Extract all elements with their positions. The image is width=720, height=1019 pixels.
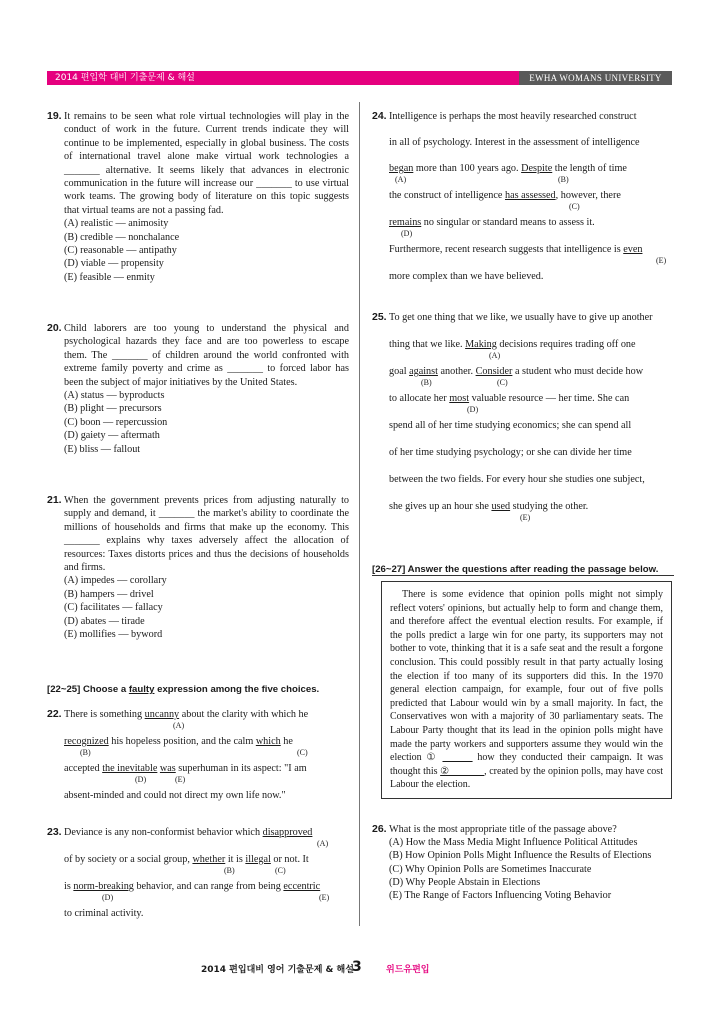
section-heading-26-27: [26~27] Answer the questions after reading the passage below. (372, 564, 659, 575)
question-22 (47, 708, 349, 802)
question-line (64, 708, 349, 735)
question-text: What is the most appropriate title of the passage above? (389, 824, 617, 835)
choice-marker-e: (E) (319, 893, 330, 902)
underlined-choice-c: has assessed (504, 190, 556, 201)
underlined-choice-a: Making (465, 339, 497, 350)
question-line (64, 735, 349, 762)
text-segment: she gives up an hour she (389, 501, 492, 512)
option-b[interactable]: (B) credible ― nonchalance (64, 231, 180, 243)
page-header (47, 71, 672, 85)
choice-marker-d: (D) (135, 775, 147, 784)
question-line (389, 243, 674, 270)
option-b[interactable]: (B) How Opinion Polls Might Influence the Results of Elections (389, 850, 652, 862)
question-19 (47, 110, 349, 284)
text-segment: behavior, and can range from being (133, 881, 284, 892)
choice-marker-a: (A) (395, 175, 407, 184)
text-segment: accepted (64, 763, 103, 774)
underlined-choice-c: illegal (245, 854, 271, 865)
underlined-choice-a: disapproved (262, 827, 313, 838)
choice-marker-e: (E) (520, 513, 531, 522)
text-segment: There is something (64, 709, 145, 720)
question-number: 22. (47, 708, 62, 720)
option-a[interactable]: (A) realistic ― animosity (64, 218, 169, 230)
option-d[interactable]: (D) abates ― tirade (64, 615, 145, 627)
underlined-choice-b: recognized (64, 736, 109, 747)
question-line (389, 216, 674, 243)
underlined-choice-c: which (255, 736, 281, 747)
question-line (64, 826, 349, 853)
text-segment: no singular or standard means to assess it. (421, 217, 595, 228)
choice-marker-b: (B) (80, 748, 91, 757)
question-number: 21. (47, 494, 62, 506)
question-line: Intelligence is perhaps the most heavily researched construct (389, 111, 637, 122)
question-21 (47, 494, 349, 641)
question-line: more complex than we have believed. (389, 271, 544, 282)
page-number: 3 (352, 959, 362, 975)
choice-marker-d: (D) (467, 405, 479, 414)
option-a[interactable]: (A) status ― byproducts (64, 390, 165, 402)
choice-marker-b: (B) (558, 175, 569, 184)
column-divider (359, 102, 360, 926)
choice-marker-c: (C) (497, 378, 508, 387)
question-line: to criminal activity. (64, 908, 144, 919)
text-segment: a student who must decide how (512, 366, 644, 377)
underlined-choice-a: began (389, 163, 414, 174)
question-line (389, 162, 674, 189)
header-book-title: 2014 편입학 대비 기출문제 & 해설 (47, 71, 519, 85)
passage-text: There is some evidence that opinion polls might not simply reflect voters' opinions, but actually help to form and change them, and therefore affect the eventual election results. For example, if the polls predict a large win for one party, its supporters may not bother to vote, thinking that it is a safe seat and the result a forgone conclusion. This could possibly result in that party actually losing the election if too many of its supporters did this. In the 1970 general election campaign, for example, four out of five polls predicted that Labour would win by a small majority. In fact, the Conservatives won with a majority of 30 parliamentary seats. The Labour Party thought that its lead in the opinion polls might have made the party workers and supporters assume they would win the election ① (390, 589, 663, 764)
option-d[interactable]: (D) gaiety ― aftermath (64, 430, 160, 442)
choice-marker-d: (D) (102, 893, 114, 902)
question-number: 26. (372, 823, 387, 835)
question-20 (47, 322, 349, 456)
footer-publisher: 위드유편입 (386, 965, 430, 975)
text-segment: Deviance is any non-conformist behavior which (64, 827, 263, 838)
question-line: of her time studying psychology; or she can divide her time (389, 447, 632, 458)
underlined-choice-b: whether (192, 854, 226, 865)
question-line (64, 853, 349, 880)
underlined-choice-e: eccentric (283, 881, 321, 892)
text-segment: decisions requires trading off one (496, 339, 636, 350)
text-segment: more than 100 years ago. (413, 163, 522, 174)
reading-passage (381, 581, 672, 799)
choice-marker-b: (B) (421, 378, 432, 387)
text-segment: studying the other. (510, 501, 589, 512)
text-segment: another. (437, 366, 476, 377)
underlined-choice-b: Despite (521, 163, 553, 174)
underlined-choice-a: uncanny (144, 709, 180, 720)
choice-marker-a: (A) (489, 351, 501, 360)
option-d[interactable]: (D) Why People Abstain in Elections (389, 876, 541, 888)
text-segment: is (64, 881, 74, 892)
text-segment: of by society or a social group, (64, 854, 193, 865)
text-segment: the length of time (552, 163, 627, 174)
option-c[interactable]: (C) facilitates ― fallacy (64, 602, 163, 614)
text-segment: Furthermore, recent research suggests that intelligence is (389, 244, 624, 255)
choice-marker-d: (D) (401, 229, 413, 238)
text-segment: it is (225, 854, 246, 865)
option-e[interactable]: (E) bliss ― fallout (64, 443, 141, 455)
underlined-choice-c: Consider (475, 366, 513, 377)
section-rule (372, 575, 674, 576)
passage-blank-1: ______ (442, 752, 473, 764)
question-text: It remains to be seen what role virtual technologies will play in the conduct of work in the future. Current trends indicate they will continue to be implemented, especially in global business. The costs of international travel alone make virtual work technologies a _______ alternative. It seems likely that advances in electronic communication in the future will increase our _______ to use virtual work teams. The growing body of literature on this topic suggests that virtual teams are not a passing fad. (64, 111, 349, 216)
text-segment: or not. It (270, 854, 309, 865)
section-heading-text: expression among the five choices. (154, 684, 320, 695)
question-number: 25. (372, 311, 387, 323)
option-a[interactable]: (A) How the Mass Media Might Influence Political Attitudes (389, 837, 638, 849)
choice-marker-b: (B) (224, 866, 235, 875)
choice-marker-c: (C) (297, 748, 308, 757)
underlined-choice-d: most (449, 393, 470, 404)
question-line: absent-minded and could not direct my own life now." (64, 790, 286, 801)
question-number: 24. (372, 110, 387, 122)
option-c[interactable]: (C) Why Opinion Polls are Sometimes Inaccurate (389, 863, 592, 875)
choice-marker-a: (A) (317, 839, 329, 848)
section-heading-underlined: faulty (128, 684, 155, 695)
question-line (389, 500, 674, 527)
underlined-choice-e: used (491, 501, 511, 512)
footer-book-title: 2014 편입대비 영어 기출문제 & 해설 (201, 965, 354, 975)
underlined-choice-d: the inevitable (102, 763, 158, 774)
question-24 (372, 110, 674, 283)
option-e[interactable]: (E) The Range of Factors Influencing Voting Behavior (389, 890, 612, 902)
text-segment: to allocate her (389, 393, 450, 404)
passage-blank-2: ②_______ (440, 765, 485, 777)
section-heading-22-25 (47, 683, 319, 696)
question-line: To get one thing that we like, we usually have to give up another (389, 312, 653, 323)
question-text: When the government prevents prices from adjusting naturally to supply and demand, it _______ the market's ability to coordinate the millions of households and firms that make up the economy. This _______ explains why taxes adversely affect the allocation of resources: Taxes distorts prices and thus the decisions of households and firms. (64, 495, 349, 574)
choice-marker-e: (E) (175, 775, 186, 784)
option-a[interactable]: (A) impedes ― corollary (64, 575, 167, 587)
question-number: 20. (47, 322, 62, 334)
question-line: in all of psychology. Interest in the assessment of intelligence (389, 137, 640, 148)
question-number: 23. (47, 826, 62, 838)
question-line (389, 338, 674, 365)
question-line (64, 762, 349, 789)
text-segment: about the clarity with which he (179, 709, 309, 720)
text-segment: valuable resource ― her time. She can (469, 393, 630, 404)
section-heading-text: [22~25] Choose a (47, 684, 129, 695)
option-b[interactable]: (B) hampers ― drivel (64, 588, 154, 600)
text-segment: , however, there (555, 190, 621, 201)
underlined-choice-d: remains (389, 217, 422, 228)
question-26 (372, 823, 674, 902)
option-e[interactable]: (E) feasible ― enmity (64, 271, 155, 283)
text-segment: superhuman in its aspect: "I am (175, 763, 307, 774)
question-line (389, 189, 674, 216)
question-number: 19. (47, 110, 62, 122)
text-segment: goal (389, 366, 410, 377)
underlined-choice-e: even (623, 244, 643, 255)
option-d[interactable]: (D) viable ― propensity (64, 258, 164, 270)
header-university: EWHA WOMANS UNIVERSITY (519, 71, 672, 85)
text-segment: the construct of intelligence (389, 190, 505, 201)
underlined-choice-e: was (159, 763, 176, 774)
question-25 (372, 311, 674, 527)
option-c[interactable]: (C) reasonable ― antipathy (64, 245, 177, 257)
passage-text: , created by the opinion polls, may have cost Labour the election. (390, 765, 663, 791)
choice-marker-c: (C) (275, 866, 286, 875)
option-e[interactable]: (E) mollifies ― byword (64, 629, 163, 641)
text-segment: he (280, 736, 293, 747)
text-segment: his hopeless position, and the calm (108, 736, 256, 747)
question-line (64, 880, 349, 907)
question-line (389, 392, 674, 419)
question-text: Child laborers are too young to understand the physical and psychological hazards they face and are too powerless to escape them. The _______ of children around the world confronted with extreme family poverty and crime as _______ to forced labor has been the subject of major initiatives by the United States. (64, 323, 349, 388)
choice-marker-c: (C) (569, 202, 580, 211)
option-b[interactable]: (B) plight ― precursors (64, 403, 162, 415)
question-line (389, 365, 674, 392)
underlined-choice-b: against (409, 366, 438, 377)
question-23 (47, 826, 349, 920)
underlined-choice-d: norm-breaking (73, 881, 134, 892)
choice-marker-e: (E) (656, 256, 667, 265)
question-line: between the two fields. For every hour she studies one subject, (389, 474, 645, 485)
question-line: spend all of her time studying economics; she can spend all (389, 420, 632, 431)
text-segment: thing that we like. (389, 339, 466, 350)
passage-text: how they conducted their campaign. It was thought this (390, 752, 664, 777)
option-c[interactable]: (C) boon ― repercussion (64, 416, 168, 428)
choice-marker-a: (A) (173, 721, 185, 730)
